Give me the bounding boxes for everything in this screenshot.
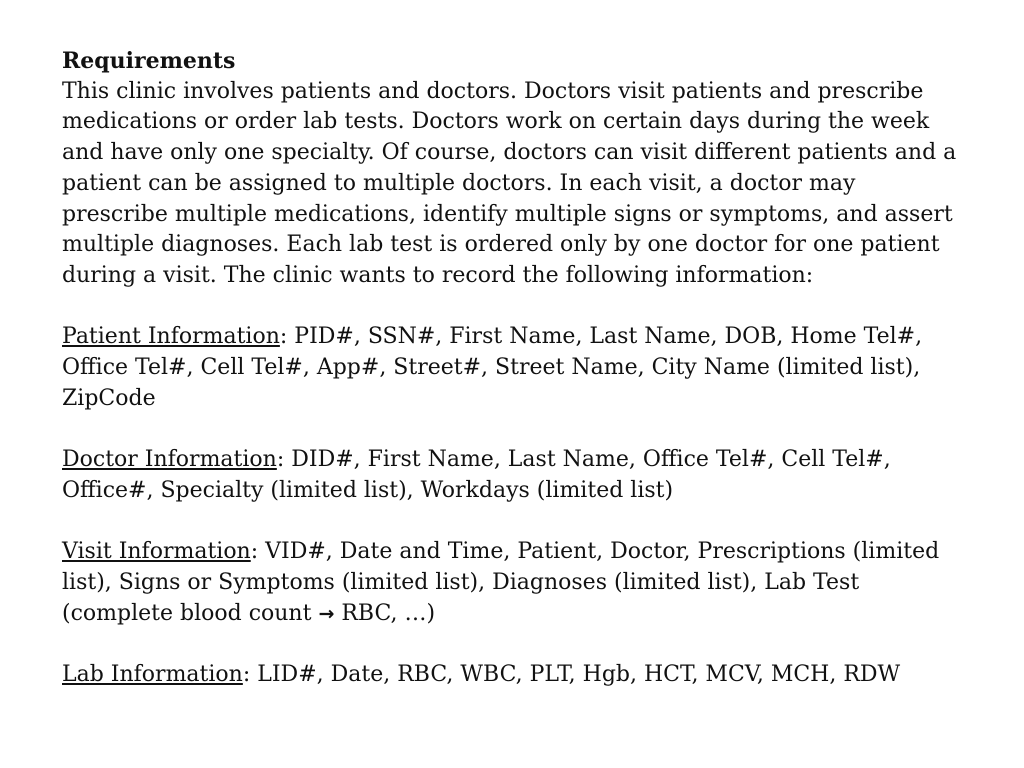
intro-paragraph: This clinic involves patients and doctors. Doctors visit patients and prescribe medications or order lab tests. Doctors work on certain days during the week and have only one specialty. Of course, doctors can visit different patients and a patient can be assigned to multiple doctors. In each visit, a doctor may prescribe multiple medications, identify multiple signs or symptoms, and assert multiple diagnoses. Each lab test is ordered only by one doctor for one patient during a visit. The clinic wants to record the following information: bbox=[62, 78, 957, 288]
right-arrow-icon: → bbox=[318, 602, 335, 625]
lab-information-section bbox=[62, 660, 964, 691]
doctor-information-title: Doctor Information bbox=[62, 447, 277, 473]
visit-information-title: Visit Information bbox=[62, 539, 251, 565]
lab-information-title: Lab Information bbox=[62, 662, 243, 687]
lab-information-fields: : LID#, Date, RBC, WBC, PLT, Hgb, HCT, MCV, MCH, RDW bbox=[242, 662, 901, 687]
patient-information-title: Patient Information bbox=[62, 324, 280, 350]
doctor-information-fields: : DID#, First Name, Last Name, Office Tel#, Cell Tel#, Office#, Specialty (limited list), Workdays (limited list) bbox=[62, 447, 891, 503]
requirements-heading: Requirements bbox=[62, 48, 236, 74]
doctor-information-section bbox=[62, 445, 964, 506]
visit-information-fields-end: RBC, …) bbox=[334, 600, 436, 626]
patient-information-fields: : PID#, SSN#, First Name, Last Name, DOB, Home Tel#, Office Tel#, Cell Tel#, App#, Street#, Street Name, City Name (limited list), ZipCode bbox=[62, 324, 923, 411]
visit-information-fields: : VID#, Date and Time, Patient, Doctor, Prescriptions (limited list), Signs or Symptoms (limited list), Diagnoses (limited list), Lab Test (complete blood count bbox=[62, 539, 940, 626]
patient-information-section bbox=[62, 322, 964, 414]
visit-information-section bbox=[62, 537, 964, 629]
